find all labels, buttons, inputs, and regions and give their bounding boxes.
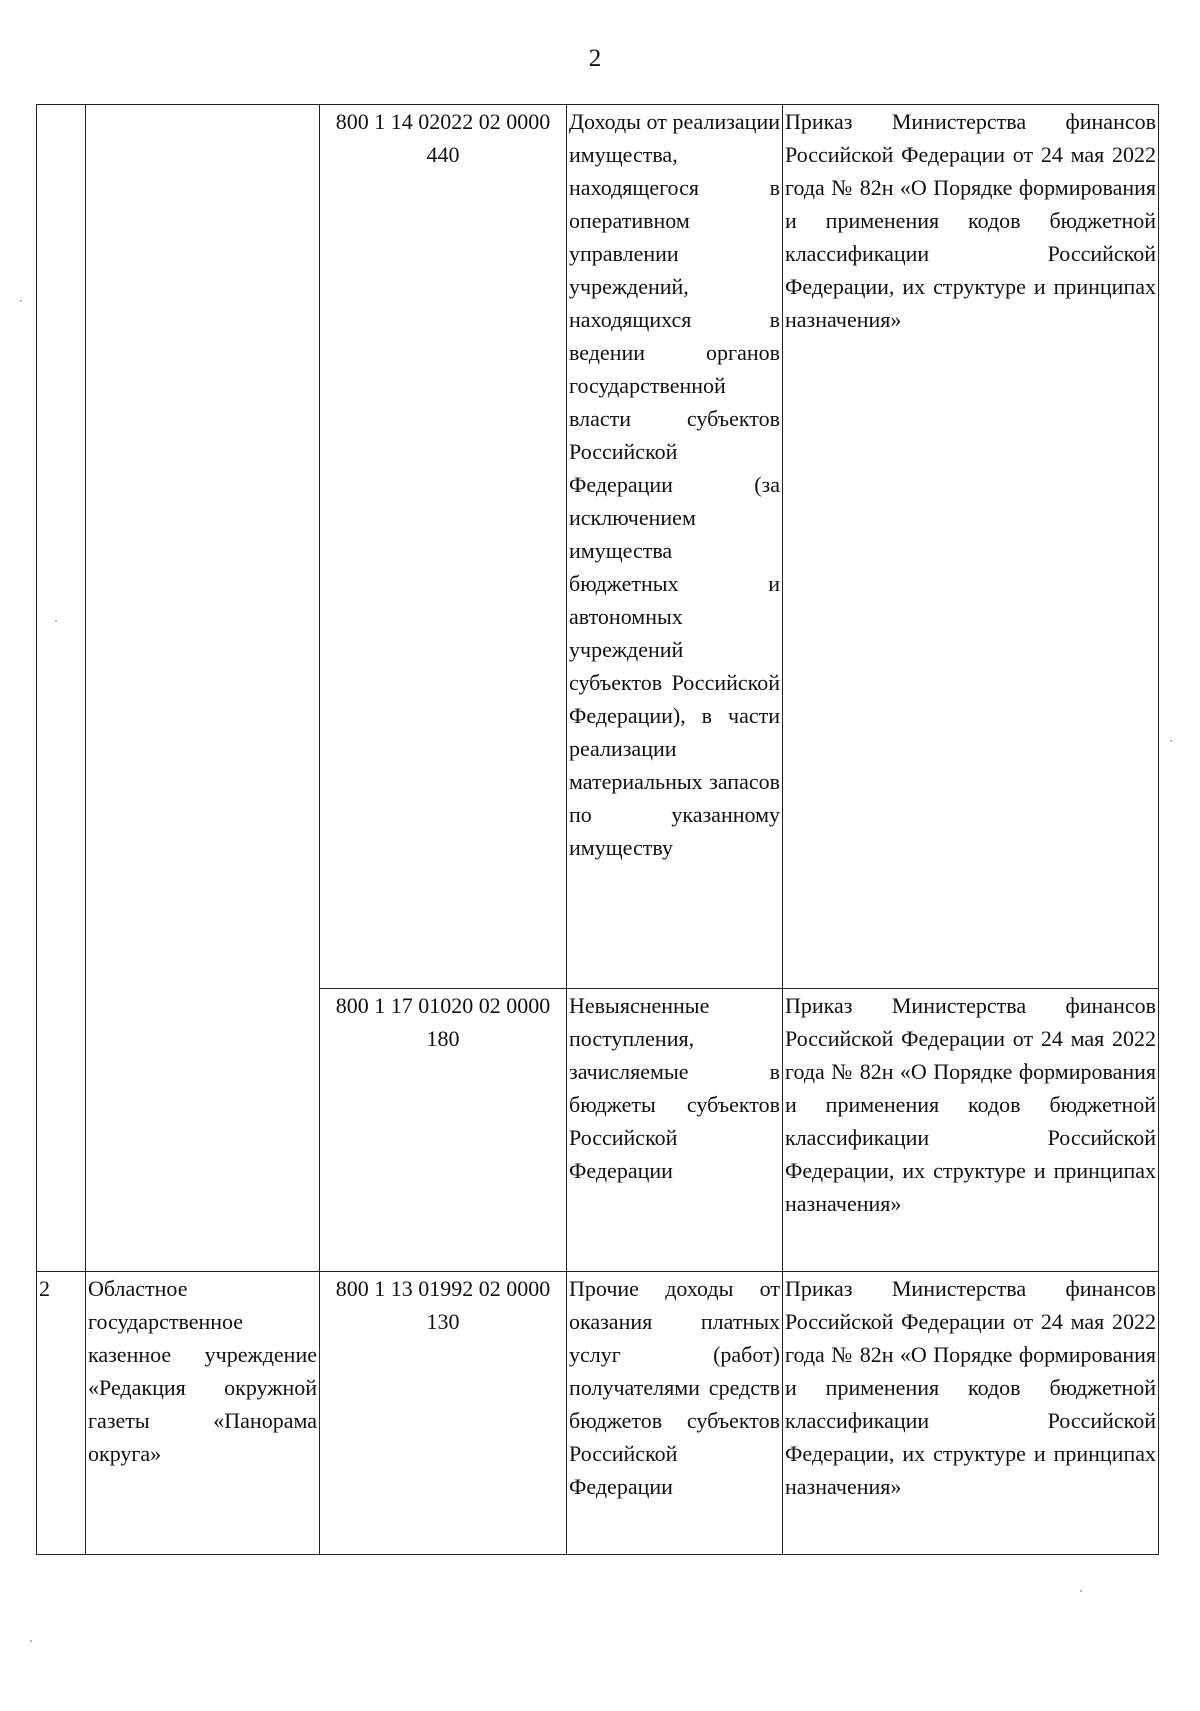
budget-code-cell: 800 1 17 01020 02 0000 180	[320, 989, 567, 1272]
revenue-name-cell: Прочие доходы от оказания платных услуг (работ) получателями средств бюджетов субъектов Российской Федерации	[567, 1272, 783, 1555]
revenue-name-cell: Невыясненные поступления, зачисляемые в бюджеты субъектов Российской Федерации	[567, 989, 783, 1272]
table-row	[37, 105, 1159, 989]
budget-code-cell: 800 1 13 01992 02 0000 130	[320, 1272, 567, 1555]
budget-code-cell: 800 1 14 02022 02 0000 440	[320, 105, 567, 989]
organization-cell	[86, 105, 320, 1272]
scan-speck	[20, 300, 22, 302]
legal-basis-cell: Приказ Министерства финансов Российской Федерации от 24 мая 2022 года № 82н «О Порядке формирования и применения кодов бюджетной классификации Российской Федерации, их структуре и принципах назначения»	[783, 989, 1159, 1272]
scan-speck	[1080, 1590, 1082, 1592]
legal-basis-cell: Приказ Министерства финансов Российской Федерации от 24 мая 2022 года № 82н «О Порядке формирования и применения кодов бюджетной классификации Российской Федерации, их структуре и принципах назначения»	[783, 105, 1159, 989]
scan-speck	[1170, 740, 1172, 742]
scan-speck	[55, 620, 57, 622]
row-number-cell	[37, 105, 86, 1272]
revenue-name-cell: Доходы от реализации имущества, находящегося в оперативном управлении учреждений, находящихся в ведении органов государственной власти субъектов Российской Федерации (за исключением имущества бюджетных и автономных учреждений субъектов Российской Федерации), в части реализации материальных запасов по указанному имуществу	[567, 105, 783, 989]
scan-speck	[30, 1640, 32, 1642]
row-number-cell: 2	[37, 1272, 86, 1555]
organization-cell: Областное государственное казенное учреждение «Редакция окружной газеты «Панорама округа»	[86, 1272, 320, 1555]
table-row	[37, 1272, 1159, 1555]
revenue-codes-table	[36, 104, 1159, 1555]
legal-basis-cell: Приказ Министерства финансов Российской Федерации от 24 мая 2022 года № 82н «О Порядке формирования и применения кодов бюджетной классификации Российской Федерации, их структуре и принципах назначения»	[783, 1272, 1159, 1555]
page-number: 2	[588, 45, 602, 72]
